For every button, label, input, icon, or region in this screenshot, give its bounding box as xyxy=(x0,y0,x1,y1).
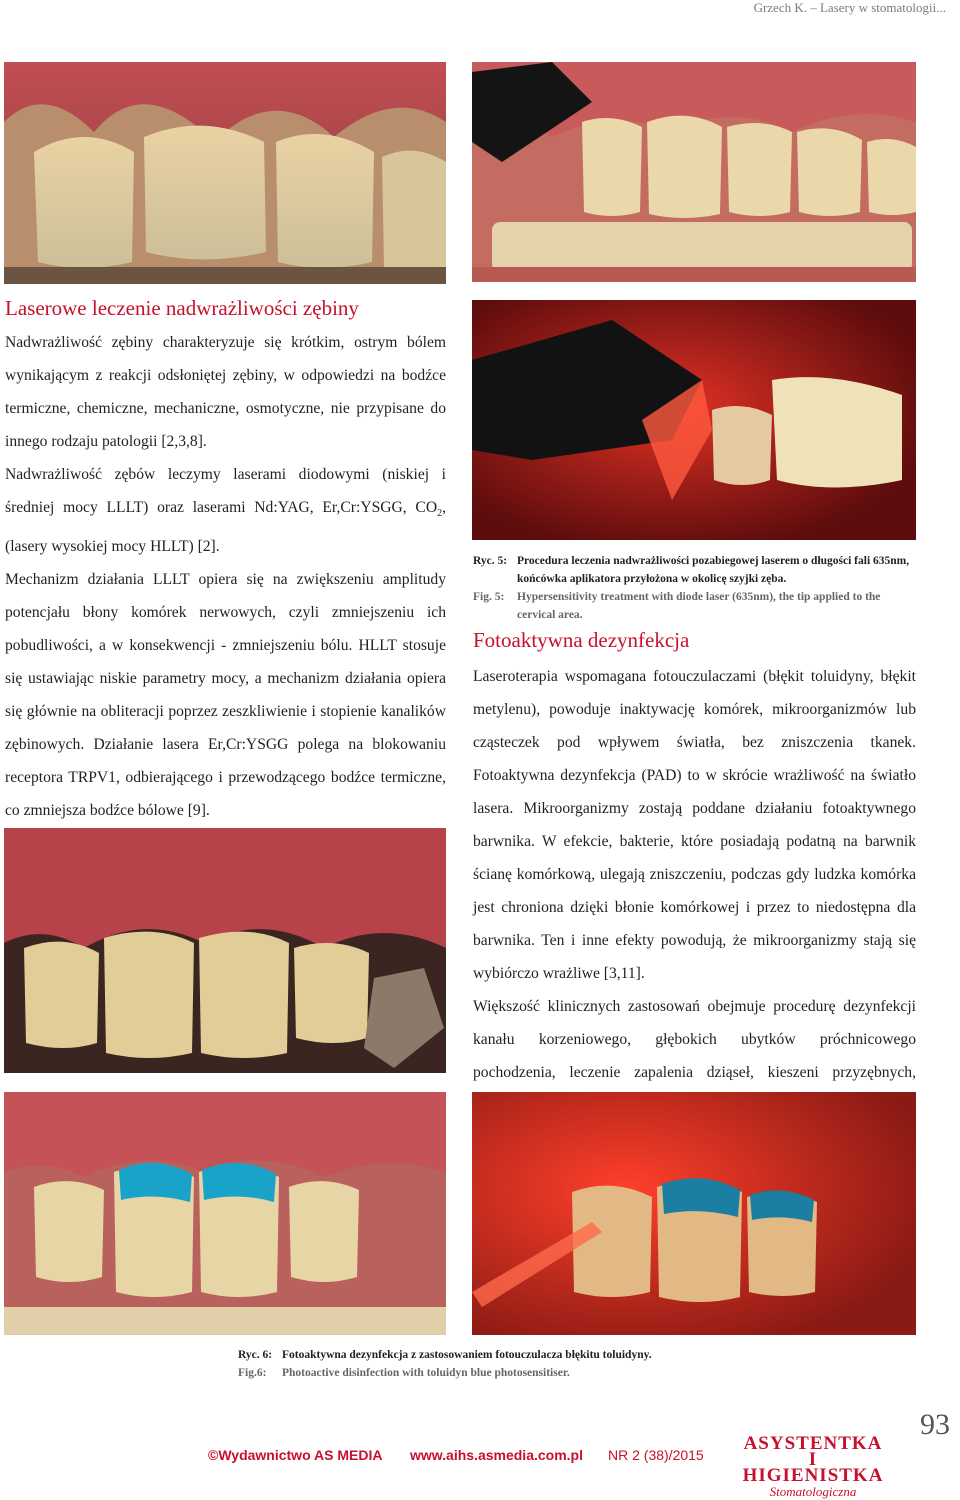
footer-publisher: ©Wydawnictwo AS MEDIA xyxy=(208,1447,383,1463)
section1-paragraph-3: Mechanizm działania LLLT opiera się na zwiększeniu amplitudy potencjału błony komórek nerwowych, czyli zmniejszeniu ich pobudliwości, a w konsekwencji - zmniejszeniu bólu. HLLT stosuje się ustawiając niskie parametry mocy, a mechanizm działania opiera się głównie na obliteracji poprzez zeszkliwienie i stopienie kanalików zębinowych. Działanie lasera Er,Cr:YSGG polega na blokowaniu receptora TRPV1, odbierającego i przewodzącego bodźce termiczne, co zmniejsza bodźce bólowe [9]. xyxy=(5,571,446,820)
running-header: Grzech K. – Lasery w stomatologii... xyxy=(753,0,946,15)
logo-line-1: ASYSTENTKA xyxy=(743,1433,883,1454)
page-number: 93 xyxy=(920,1408,950,1441)
figure-6-caption xyxy=(238,1346,838,1382)
figure-5-caption xyxy=(473,552,916,624)
fig6-label-en: Fig.6: xyxy=(238,1367,267,1379)
photo-teeth-before xyxy=(4,62,446,284)
p2-subscript: 2 xyxy=(437,508,443,520)
footer-url[interactable]: www.aihs.asmedia.com.pl xyxy=(410,1447,583,1463)
fig6-label-pl: Ryc. 6: xyxy=(238,1349,273,1361)
photo-toluidine-blue xyxy=(4,1092,446,1335)
section2-paragraph-1: Laseroterapia wspomagana fotouczulaczami (błękit toluidyny, błękit metylenu), powoduje inaktywację komórek, mikroorganizmów lub cząsteczek pod wpływem światła, bez zniszczenia tkanek. Fotoaktywna dezynfekcja (PAD) to w skrócie wrażliwość na światło lasera. Mikroorganizmy zostają poddane działaniu fotoaktywnego barwnika. W efekcie, bakterie, które posiadają podatną na barwnik ścianę komórkową, ulegają zniszczeniu, podczas gdy ludzka komórka jest chroniona dzięki błonie komórkowej i przez to niedostępna dla barwnika. Ten i inne efekty powodują, że mikroorganizmy stają się wybiórczo wrażliwe [3,11]. xyxy=(473,668,916,982)
photo-teeth-gum-recession xyxy=(4,828,446,1073)
section-title-hypersensitivity: Laserowe leczenie nadwrażliwości zębiny xyxy=(5,296,359,320)
section2-paragraph-2: Większość klinicznych zastosowań obejmuje procedurę dezynfekcji kanału korzeniowego, głębokich ubytków próchnicowego pochodzenia, leczenie zapalenia dziąseł, kieszeni przyzębnych, xyxy=(473,998,916,1081)
fig6-text-pl: Fotoaktywna dezynfekcja z zastosowaniem fotouczulacza błękitu toluidyny. xyxy=(282,1349,652,1361)
fig5-text-pl: Procedura leczenia nadwrażliwości pozabiegowej laserem o długości fali 635nm, końcówka aplikatora przyłożona w okolicę szyjki zęba. xyxy=(517,555,910,585)
photo-laser-activation xyxy=(472,1092,916,1335)
p2-text-b: , (lasery wysokiej mocy HLLT) [2]. xyxy=(5,499,446,556)
section1-body xyxy=(5,326,446,827)
logo-line-3: Stomatologiczna xyxy=(769,1484,857,1499)
magazine-logo xyxy=(738,1433,888,1500)
fig6-text-en: Photoactive disinfection with toluidyn blue photosensitiser. xyxy=(282,1367,570,1379)
fig5-label-en: Fig. 5: xyxy=(473,591,505,603)
p2-text-a: Nadwrażliwość zębów leczymy laserami diodowymi (niskiej i średniej mocy LLLT) oraz laserami Nd:YAG, Er,Cr:YSGG, CO xyxy=(5,466,446,516)
section2-body xyxy=(473,660,916,1122)
photo-laser-red-light xyxy=(472,300,916,540)
fig5-text-en: Hypersensitivity treatment with diode laser (635nm), the tip applied to the cervical area. xyxy=(517,591,881,621)
section-title-photoactive: Fotoaktywna dezynfekcja xyxy=(473,628,690,652)
section1-paragraph-1: Nadwrażliwość zębiny charakteryzuje się krótkim, ostrym bólem wynikającym z reakcji odsłoniętej zębiny, w odpowiedzi na bodźce termiczne, chemiczne, mechaniczne, osmotyczne, nie przypisane do innego rodzaju patologii [2,3,8]. xyxy=(5,334,446,450)
fig5-label-pl: Ryc. 5: xyxy=(473,555,508,567)
photo-laser-tip-teeth xyxy=(472,62,916,282)
footer-issue: NR 2 (38)/2015 xyxy=(608,1447,704,1463)
section1-paragraph-2 xyxy=(5,458,446,563)
logo-line-2: I HIGIENISTKA xyxy=(742,1449,884,1486)
